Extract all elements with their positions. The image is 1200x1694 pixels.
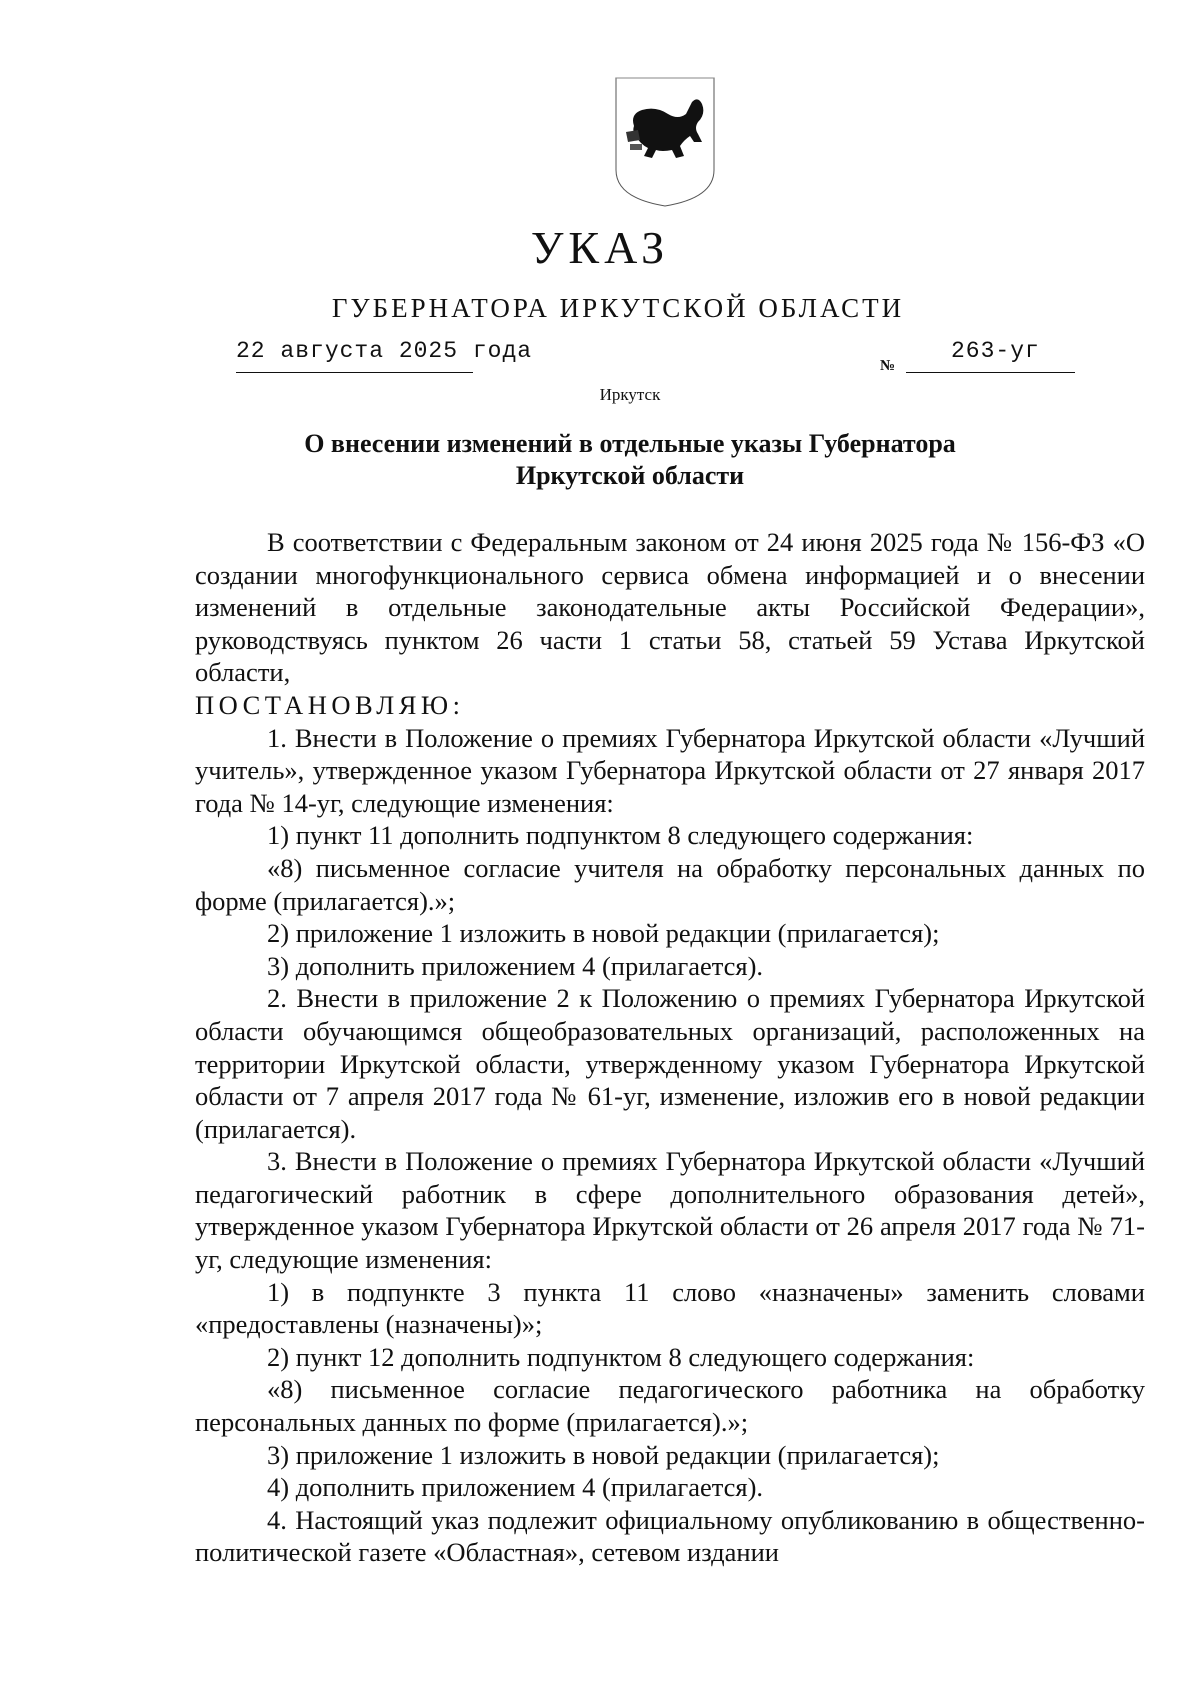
paragraph: 2) пункт 12 дополнить подпунктом 8 следующего содержания: — [267, 1341, 975, 1372]
paragraph: 1) пункт 11 дополнить подпунктом 8 следующего содержания: — [267, 820, 974, 851]
number-sign: № — [880, 358, 896, 374]
paragraph: 3) приложение 1 изложить в новой редакции (прилагается); — [267, 1439, 940, 1470]
coat-of-arms-icon — [612, 74, 718, 210]
heading-line: О внесении изменений в отдельные указы Губернатора — [304, 429, 956, 458]
paragraph: 2. Внести в приложение 2 к Положению о премиях Губернатора Иркутской области обучающимся общеобразовательных организаций, расположенных на территории Иркутской области, утвержденному указом Губернатора Иркутской области от 7 апреля 2017 года № 61-уг, изменение, изложив его в новой редакции (прилагается). — [195, 983, 1145, 1144]
paragraph: 3. Внести в Положение о премиях Губернатора Иркутской области «Лучший педагогический работник в сфере дополнительного образования детей», утвержденное указом Губернатора Иркутской области от 26 апреля 2017 года № 71-уг, следующие изменения: — [195, 1146, 1145, 1275]
paragraph: 4. Настоящий указ подлежит официальному опубликованию в общественно-политической газете «Областная», сетевом издании — [195, 1504, 1145, 1568]
paragraph: «8) письменное согласие педагогического работника на обработку персональных данных по форме (прилагается).»; — [195, 1374, 1145, 1438]
decree-number: 263-уг — [951, 338, 1040, 364]
decree-word: ПОСТАНОВЛЯЮ: — [195, 689, 465, 720]
heading-line: Иркутской области — [515, 461, 745, 490]
paragraph: 2) приложение 1 изложить в новой редакции (прилагается); — [267, 918, 940, 949]
city: Иркутск — [599, 385, 661, 404]
decree-body — [195, 526, 1145, 1569]
decree-date: 22 августа 2025 года — [236, 338, 533, 364]
paragraph: 1. Внести в Положение о премиях Губернатора Иркутской области «Лучший учитель», утвержденное указом Губернатора Иркутской области от 27 января 2017 года № 14-уг, следующие изменения: — [195, 722, 1145, 818]
paragraph: 3) дополнить приложением 4 (прилагается). — [267, 950, 764, 981]
preamble: В соответствии с Федеральным законом от 24 июня 2025 года № 156-ФЗ «О создании многофункционального сервиса обмена информацией и о внесении изменений в отдельные законодательные акты Российской Федерации», руководствуясь пунктом 26 части 1 статьи 58, статьей 59 Устава Иркутской области, — [195, 527, 1145, 688]
paragraph: 1) в подпункте 3 пункта 11 слово «назначены» заменить словами «предоставлены (назначены)»; — [195, 1276, 1145, 1340]
paragraph: «8) письменное согласие учителя на обработку персональных данных по форме (прилагается).»; — [195, 852, 1145, 916]
decree-heading — [0, 428, 1200, 492]
document-title: УКАЗ — [530, 222, 670, 273]
issuing-authority: ГУБЕРНАТОРА ИРКУТСКОЙ ОБЛАСТИ — [331, 293, 905, 323]
paragraph: 4) дополнить приложением 4 (прилагается). — [267, 1472, 764, 1503]
